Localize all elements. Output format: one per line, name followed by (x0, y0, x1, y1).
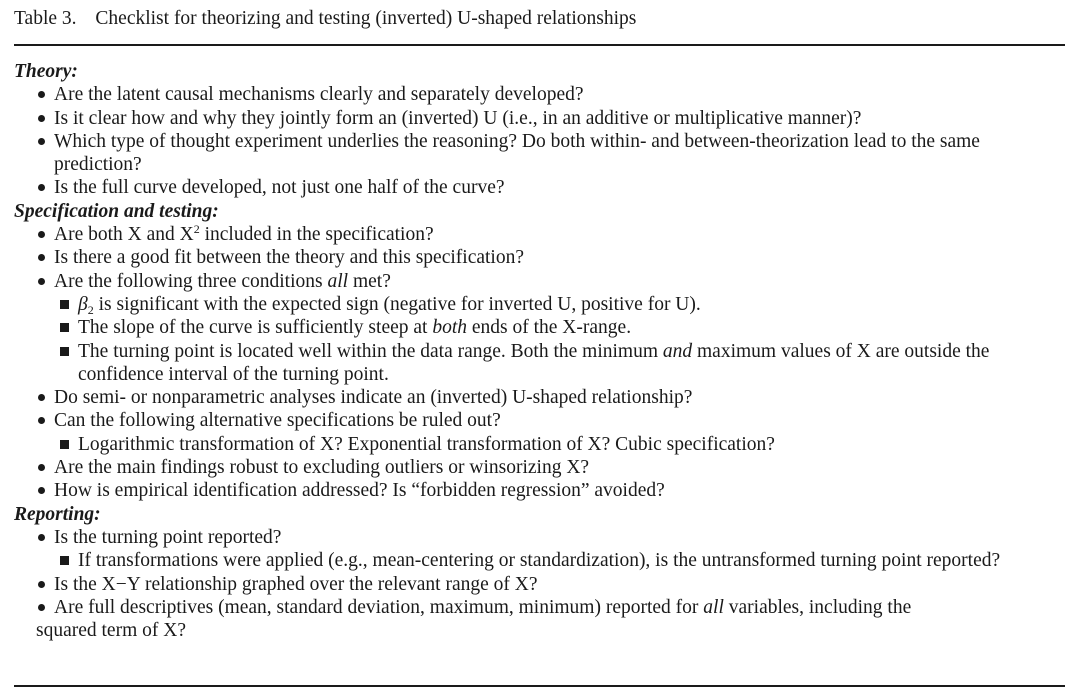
table-label: Table 3. (14, 8, 77, 29)
list-item: Is it clear how and why they jointly form an (inverted) U (i.e., in an additive or multiplicative manner)? (54, 107, 862, 129)
sub-list-item: $\beta_2$ is significant with the expected sign (negative for inverted U, positive for U). (78, 293, 701, 317)
reporting-list (14, 526, 1065, 642)
list-item: Is there a good fit between the theory and this specification? (54, 247, 524, 269)
list-item: How is empirical identification addressed? Is “forbidden regression” avoided? (54, 480, 665, 502)
top-rule (14, 44, 1065, 46)
table-title: Checklist for theorizing and testing (inverted) U-shaped relationships (95, 8, 637, 29)
list-item: Are full descriptives (mean, standard deviation, maximum, minimum) reported for all variables, including the squared term of X? (36, 596, 912, 642)
table-caption (14, 7, 636, 31)
list-item: Is the full curve developed, not just one half of the curve? (54, 177, 505, 199)
list-item: Can the following alternative specifications be ruled out? (54, 410, 501, 432)
list-item: Do semi- or nonparametric analyses indicate an (inverted) U-shaped relationship? (54, 387, 693, 409)
theory-list (14, 83, 1065, 199)
specification-list (14, 223, 1065, 503)
list-item: Which type of thought experiment underlies the reasoning? Do both within- and between-theorization lead to the same prediction? (54, 130, 980, 176)
sub-list-item: The slope of the curve is sufficiently steep at both ends of the X-range. (78, 317, 632, 339)
list-item: Are the latent causal mechanisms clearly and separately developed? (54, 84, 584, 106)
sub-list-item: The turning point is located well within the data range. Both the minimum and maximum values of X are outside the confidence interval of the turning point. (78, 340, 990, 385)
checklist (14, 60, 1065, 642)
list-item: Is the turning point reported? (54, 526, 282, 548)
bottom-rule (14, 685, 1065, 687)
sub-list-item: Logarithmic transformation of X? Exponential transformation of X? Cubic specification? (78, 433, 775, 455)
list-item: Are the following three conditions all met? (54, 270, 391, 292)
list-item: Is the X−Y relationship graphed over the relevant range of X? (54, 573, 538, 595)
section-heading-theory: Theory: (14, 61, 78, 82)
section-heading-reporting: Reporting: (14, 503, 101, 525)
section-heading-specification: Specification and testing: (14, 200, 219, 222)
sub-list-item: If transformations were applied (e.g., mean-centering or standardization), is the untransformed turning point reported? (78, 550, 1001, 572)
list-item: Are the main findings robust to excluding outliers or winsorizing X? (54, 457, 590, 479)
list-item: Are both X and $X^2$ included in the specification? (54, 222, 434, 246)
